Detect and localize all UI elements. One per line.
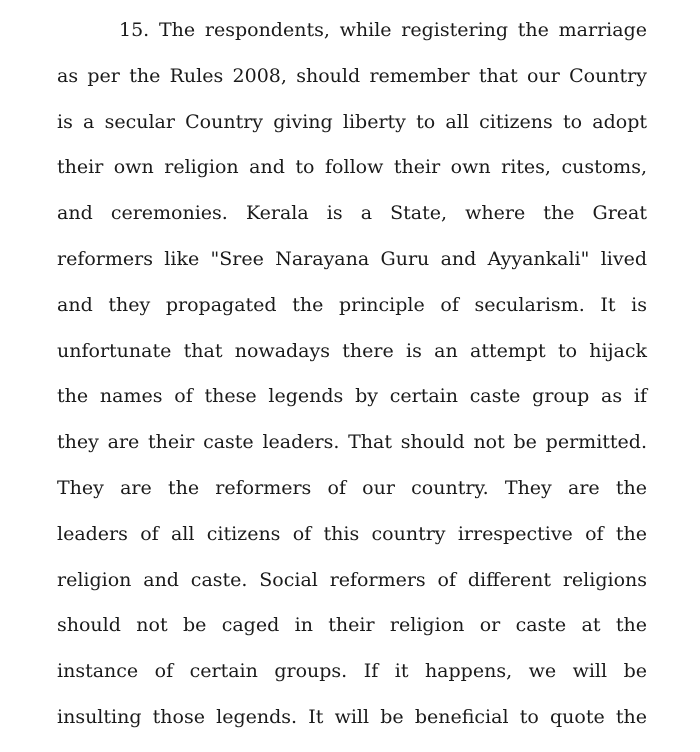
- text-line: [57, 8, 647, 54]
- text-line: their own religion and to follow their own rites, customs,: [57, 156, 647, 179]
- text-line: insulting those legends. It will be beneficial to quote the: [57, 705, 647, 728]
- text-line: religion and caste. Social reformers of different religions: [57, 568, 647, 591]
- text-line: the names of these legends by certain caste group as if: [57, 385, 647, 408]
- text-line: is a secular Country giving liberty to all citizens to adopt: [57, 110, 647, 133]
- text-line: as per the Rules 2008, should remember that our Country: [57, 64, 647, 87]
- paragraph-15: [57, 8, 647, 741]
- text-line: reformers like "Sree Narayana Guru and Ayyankali" lived: [57, 247, 647, 270]
- text-line: and they propagated the principle of secularism. It is: [57, 293, 647, 316]
- paragraph-number: 15.: [119, 19, 150, 41]
- text-line: should not be caged in their religion or caste at the: [57, 614, 647, 637]
- text-line: instance of certain groups. If it happens, we will be: [57, 660, 647, 683]
- text-line: leaders of all citizens of this country irrespective of the: [57, 522, 647, 545]
- text-line: They are the reformers of our country. They are the: [57, 476, 647, 499]
- line-text: The respondents, while registering the marriage: [158, 19, 647, 41]
- text-line: and ceremonies. Kerala is a State, where the Great: [57, 202, 647, 225]
- text-line: unfortunate that nowadays there is an attempt to hijack: [57, 339, 647, 362]
- text-line: they are their caste leaders. That should not be permitted.: [57, 431, 647, 454]
